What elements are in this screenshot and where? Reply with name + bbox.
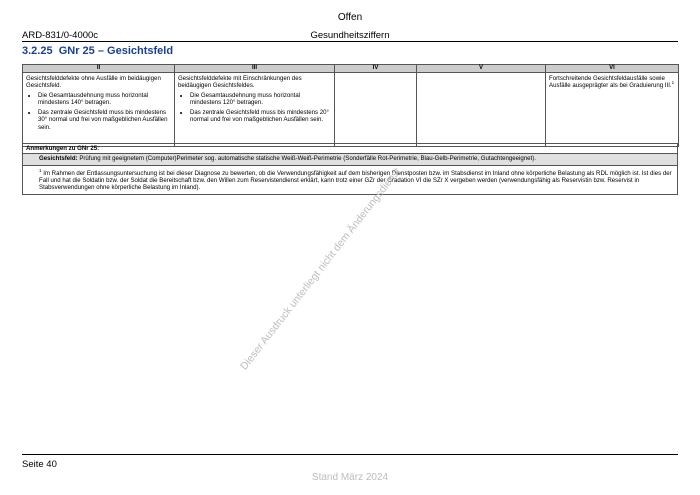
section-number: 3.2.25 xyxy=(22,45,53,57)
list-item: • Das zentrale Gesichtsfeld muss bis mindestens 30° normal und frei von maßgeblichen Ausfällen sein. xyxy=(38,109,171,130)
cell-grade-iii xyxy=(175,73,335,147)
cell-grade-iv xyxy=(335,73,417,147)
footnote-marker: 1 xyxy=(671,80,675,86)
footer-divider xyxy=(22,454,678,455)
cell-grade-v xyxy=(417,73,546,147)
header-divider xyxy=(22,41,678,42)
column-header-v: V xyxy=(417,65,546,73)
column-header-iv: IV xyxy=(335,65,417,73)
footnote-text: Im Rahmen der Entlassungsuntersuchung ist bei dieser Diagnose zu bewerten, ob die Verwendungsfähigkeit auf dem bisherigen Dienstposten bzw. im Stabsdienst im Inland ohne körperliche Belastung als RDL möglich ist. Ist dies der Fall und hat die Soldatin bzw. der Soldat die Bereitschaft bzw. den Willen zum Reservistendienst erklärt, kann trotz einer GZr der Gradation VI die SZr X vergeben werden (verwendungsfähig als Reservistin bzw. Reservist in Stabsverwendungen ohne körperliche Belastung im Inland). xyxy=(39,170,672,192)
grading-table xyxy=(22,64,679,147)
column-header-vi: VI xyxy=(546,65,679,73)
footnote-marker: 1 xyxy=(39,168,42,174)
page-number: Seite 40 xyxy=(22,459,57,470)
notes-field-label: Gesichtsfeld: xyxy=(39,155,78,163)
document-id: ARD-831/0-4000c xyxy=(22,30,99,41)
notes-field-text: Prüfung mit geeignetem (Computer)Perimeter sog. automatische statische Weiß-Weiß-Perimetrie (Sonderfälle Rot-Perimetrie, Blau-Gelb-Perimetrie, Gutachtengeeignet). xyxy=(79,155,536,163)
cell-lead-text: Gesichtsfelddefekte ohne Ausfälle im beidäugigen Gesichtsfeld. xyxy=(26,75,161,90)
notes-table xyxy=(22,143,678,195)
revision-date: Stand März 2024 xyxy=(311,472,389,483)
column-header-ii: II xyxy=(23,65,175,73)
document-subject: Gesundheitsziffern xyxy=(310,30,390,41)
notes-field-row xyxy=(23,154,678,166)
list-item: • Die Gesamtausdehnung muss horizontal mindestens 140° betragen. xyxy=(38,92,171,106)
notes-footnote xyxy=(23,166,678,195)
list-item: • Die Gesamtausdehnung muss horizontal mindestens 120° betragen. xyxy=(190,92,331,106)
cell-grade-vi xyxy=(546,73,679,147)
cell-text: Fortschreitende Gesichtsfeldausfälle sowie Ausfälle ausgeprägter als bei Graduierung III. xyxy=(549,75,672,90)
watermark: Dieser Ausdruck unterliegt nicht dem Änderungsdienst xyxy=(238,165,404,373)
cell-grade-ii xyxy=(23,73,175,147)
classification-label: Offen xyxy=(337,12,363,23)
cell-lead-text: Gesichtsfelddefekte mit Einschränkungen des beidäugigen Gesichtsfeldes. xyxy=(178,75,302,90)
notes-heading: Anmerkungen zu GNr 25: xyxy=(23,144,678,154)
section-title: GNr 25 – Gesichtsfeld xyxy=(58,45,174,57)
section-heading xyxy=(22,45,173,57)
column-header-iii: III xyxy=(175,65,335,73)
list-item: • Das zentrale Gesichtsfeld muss bis mindestens 20° normal und frei von maßgeblichen Ausfällen sein. xyxy=(190,109,331,123)
